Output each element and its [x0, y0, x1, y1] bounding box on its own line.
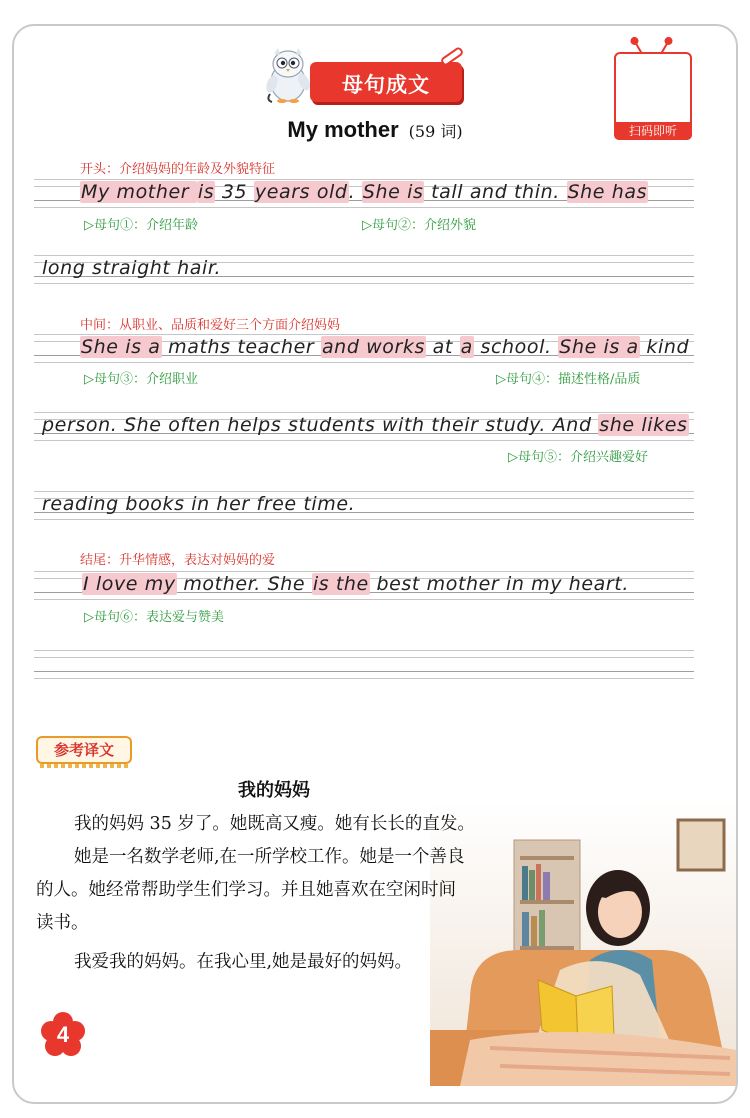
highlighted-phrase: She is a: [559, 336, 639, 358]
translation-paragraph-2-line-1: 她是一名数学老师,在一所学校工作。她是一个善良: [74, 847, 465, 867]
essay-text: maths teacher: [161, 336, 321, 358]
essay-line-3: [80, 336, 740, 358]
essay-text: best mother in my heart.: [369, 573, 629, 595]
sentence-tag-5: ▷母句⑤：介绍兴趣爱好: [508, 450, 648, 465]
essay-title: [0, 117, 750, 143]
banner-title: 母句成文: [342, 73, 430, 97]
sentence-tag-3: ▷母句③：介绍职业: [84, 372, 198, 387]
essay-text: school.: [473, 336, 559, 358]
highlighted-phrase: years old: [254, 181, 348, 203]
essay-text: person. She often helps students with their study. And: [42, 414, 599, 436]
translation-title: 我的妈妈: [238, 780, 310, 801]
writing-lines: [34, 650, 694, 678]
intro-note: 开头：介绍妈妈的年龄及外貌特征: [80, 162, 276, 177]
page-number: 4: [56, 1022, 70, 1047]
end-note: 结尾：升华情感，表达对妈妈的爱: [80, 553, 276, 568]
essay-text: mother. She: [176, 573, 312, 595]
essay-line-5: reading books in her free time.: [42, 493, 356, 515]
sentence-tag-1: ▷母句①：介绍年龄: [84, 218, 198, 233]
essay-title-text: My mother: [287, 117, 399, 142]
sentence-tag-2: ▷母句②：介绍外貌: [362, 218, 476, 233]
reference-translation-tag: 参考译文: [36, 736, 132, 764]
highlighted-phrase: a: [460, 336, 473, 358]
mother-reading-illustration: [430, 800, 736, 1086]
highlighted-phrase: She is a: [81, 336, 161, 358]
essay-text: kind: [639, 336, 690, 358]
essay-line-6: [82, 573, 742, 595]
translation-paragraph-3: 我爱我的妈妈。在我心里,她是最好的妈妈。: [74, 952, 413, 972]
page-number-badge: [40, 1012, 86, 1058]
highlighted-phrase: she likes: [599, 414, 688, 436]
middle-note: 中间：从职业、品质和爱好三个方面介绍妈妈: [80, 318, 341, 333]
highlighted-phrase: and works: [321, 336, 426, 358]
translation-paragraph-2-line-3: 读书。: [36, 913, 89, 933]
essay-line-4: [42, 414, 702, 436]
word-count: (59 词): [408, 122, 463, 141]
highlighted-phrase: is: [197, 181, 215, 203]
sentence-tag-4: ▷母句④：描述性格/品质: [496, 372, 641, 387]
section-banner: [310, 62, 462, 102]
highlighted-phrase: is the: [312, 573, 369, 595]
translation-paragraph-2-line-2: 的人。她经常帮助学生们学习。并且她喜欢在空闲时间: [36, 880, 456, 900]
highlighted-phrase: She has: [567, 181, 648, 203]
essay-text: at: [426, 336, 460, 358]
highlighted-phrase: She is: [362, 181, 424, 203]
essay-line-1: [80, 181, 740, 203]
essay-text: tall and thin.: [424, 181, 567, 203]
sentence-tag-6: ▷母句⑥：表达爱与赞美: [84, 610, 224, 625]
essay-text: .: [348, 181, 362, 203]
qr-label: 扫码即听: [614, 122, 692, 140]
essay-line-2: long straight hair.: [42, 257, 222, 279]
highlighted-phrase: I love my: [83, 573, 176, 595]
essay-text: 35: [215, 181, 254, 203]
translation-paragraph-1: 我的妈妈 35 岁了。她既高又瘦。她有长长的直发。: [74, 814, 475, 834]
highlighted-phrase: My mother: [81, 181, 196, 203]
